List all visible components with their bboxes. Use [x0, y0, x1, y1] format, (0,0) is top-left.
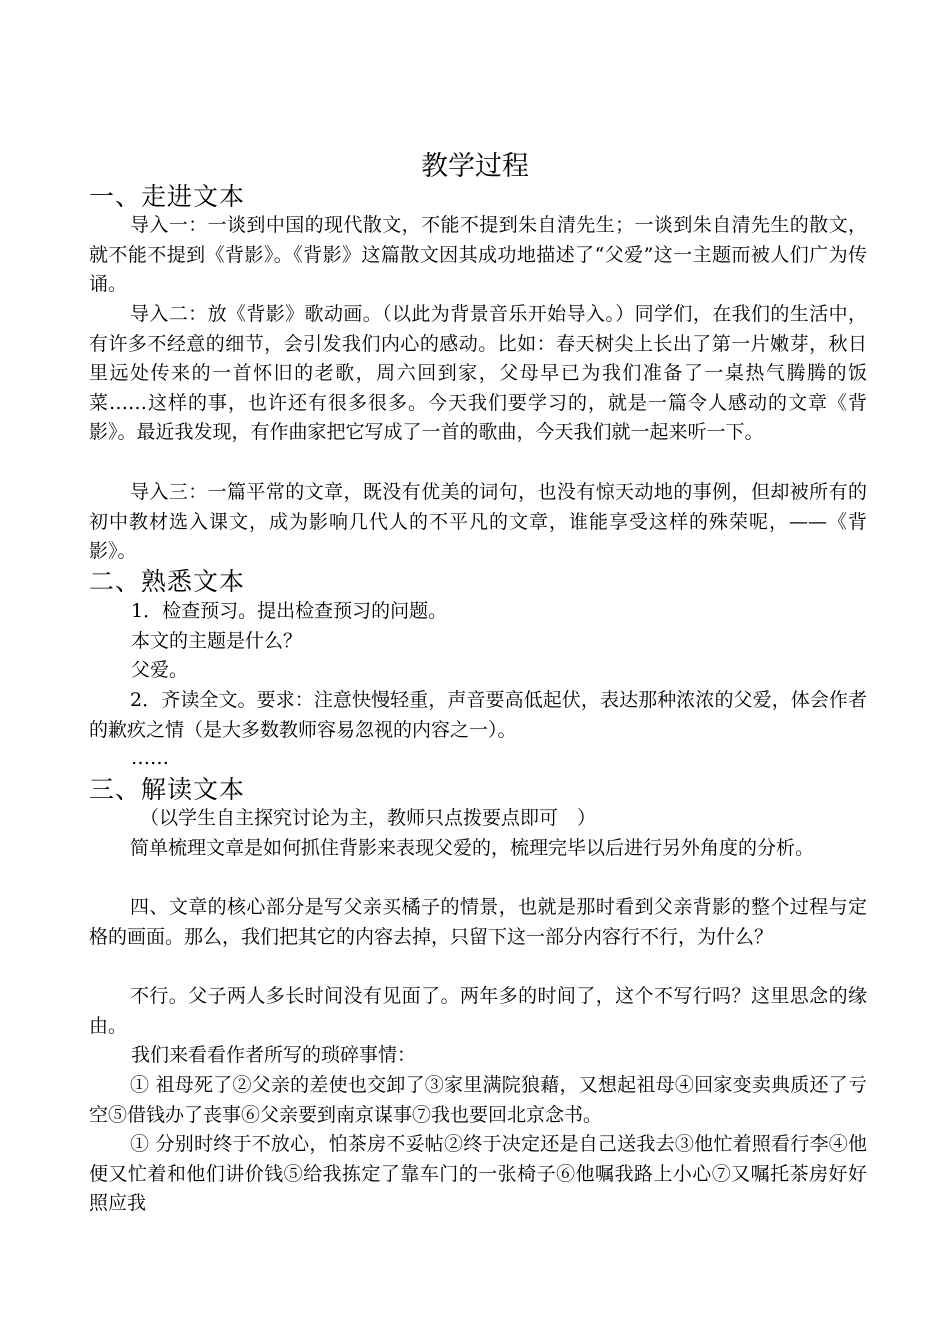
- paragraph-intro-2: 导入二：放《背影》歌动画。（以此为背景音乐开始导入。）同学们，在我们的生活中，有许多不经意的细节，会引发我们内心的感动。比如：春天树尖上长出了第一片嫩芽，秋日里远处传来的一首怀旧的老歌，周六回到家，父母早已为我们准备了一桌热气腾腾的饭菜……这样的事，也许还有很多很多。今天我们要学习的，就是一篇令人感动的文章《背影》。最近我发现，有作曲家把它写成了一首的歌曲，今天我们就一起来听一下。: [89, 303, 867, 443]
- paragraph-reading: 2．齐读全文。要求：注意快慢轻重，声音要高低起伏，表达那种浓浓的父爱，体会作者的歉疚之情（是大多数教师容易忽视的内容之一）。: [89, 689, 867, 741]
- text-line-note: （以学生自主探究讨论为主，教师只点拨要点即可 ）: [140, 807, 597, 829]
- paragraph-list-1: ① 祖母死了②父亲的差使也交卸了③家里满院狼藉，又想起祖母④回家变卖典质还了亏空⑤借钱办了丧事⑥父亲要到南京谋事⑦我也要回北京念书。: [89, 1074, 867, 1126]
- text-line-preview: 1．检查预习。提出检查预习的问题。: [131, 600, 448, 622]
- paragraph-list-2: ① 分别时终于不放心，怕茶房不妥帖②终于决定还是自己送我去③他忙着照看行李④他便又忙着和他们讲价钱⑤给我拣定了靠车门的一张椅子⑥他嘱我路上小心⑦又嘱托茶房好好照应我: [89, 1133, 867, 1214]
- page-title: 教学过程: [421, 151, 529, 182]
- text-line-trivial: 我们来看看作者所写的琐碎事情：: [131, 1044, 417, 1066]
- text-line-answer: 父爱。: [131, 659, 189, 681]
- paragraph-intro-3: 导入三：一篇平常的文章，既没有优美的词句，也没有惊天动地的事例，但却被所有的初中教材选入课文，成为影响几代人的不平凡的文章，谁能享受这样的殊荣呢，——《背影》。: [89, 481, 867, 562]
- text-line-question: 本文的主题是什么？: [131, 630, 303, 652]
- section-heading-2: 二、熟悉文本: [89, 567, 246, 596]
- paragraph-intro-1: 导入一：一谈到中国的现代散文，不能不提到朱自清先生；一谈到朱自清先生的散文，就不能不提到《背影》。《背影》这篇散文因其成功地描述了“父爱”这一主题而被人们广为传诵。: [89, 214, 867, 295]
- paragraph-core: 四、文章的核心部分是写父亲买橘子的情景，也就是那时看到父亲背影的整个过程与定格的画面。那么，我们把其它的内容去掉，只留下这一部分内容行不行，为什么？: [89, 896, 867, 948]
- section-heading-3: 三、解读文本: [89, 775, 246, 804]
- paragraph-outline: 简单梳理文章是如何抓住背影来表现父爱的，梳理完毕以后进行另外角度的分析。: [130, 837, 815, 859]
- paragraph-answer: 不行。父子两人多长时间没有见面了。两年多的时间了，这个不写行吗？这里思念的缘由。: [89, 985, 867, 1037]
- text-line-ellipsis: ……: [131, 747, 169, 769]
- section-heading-1: 一、走进文本: [89, 182, 246, 211]
